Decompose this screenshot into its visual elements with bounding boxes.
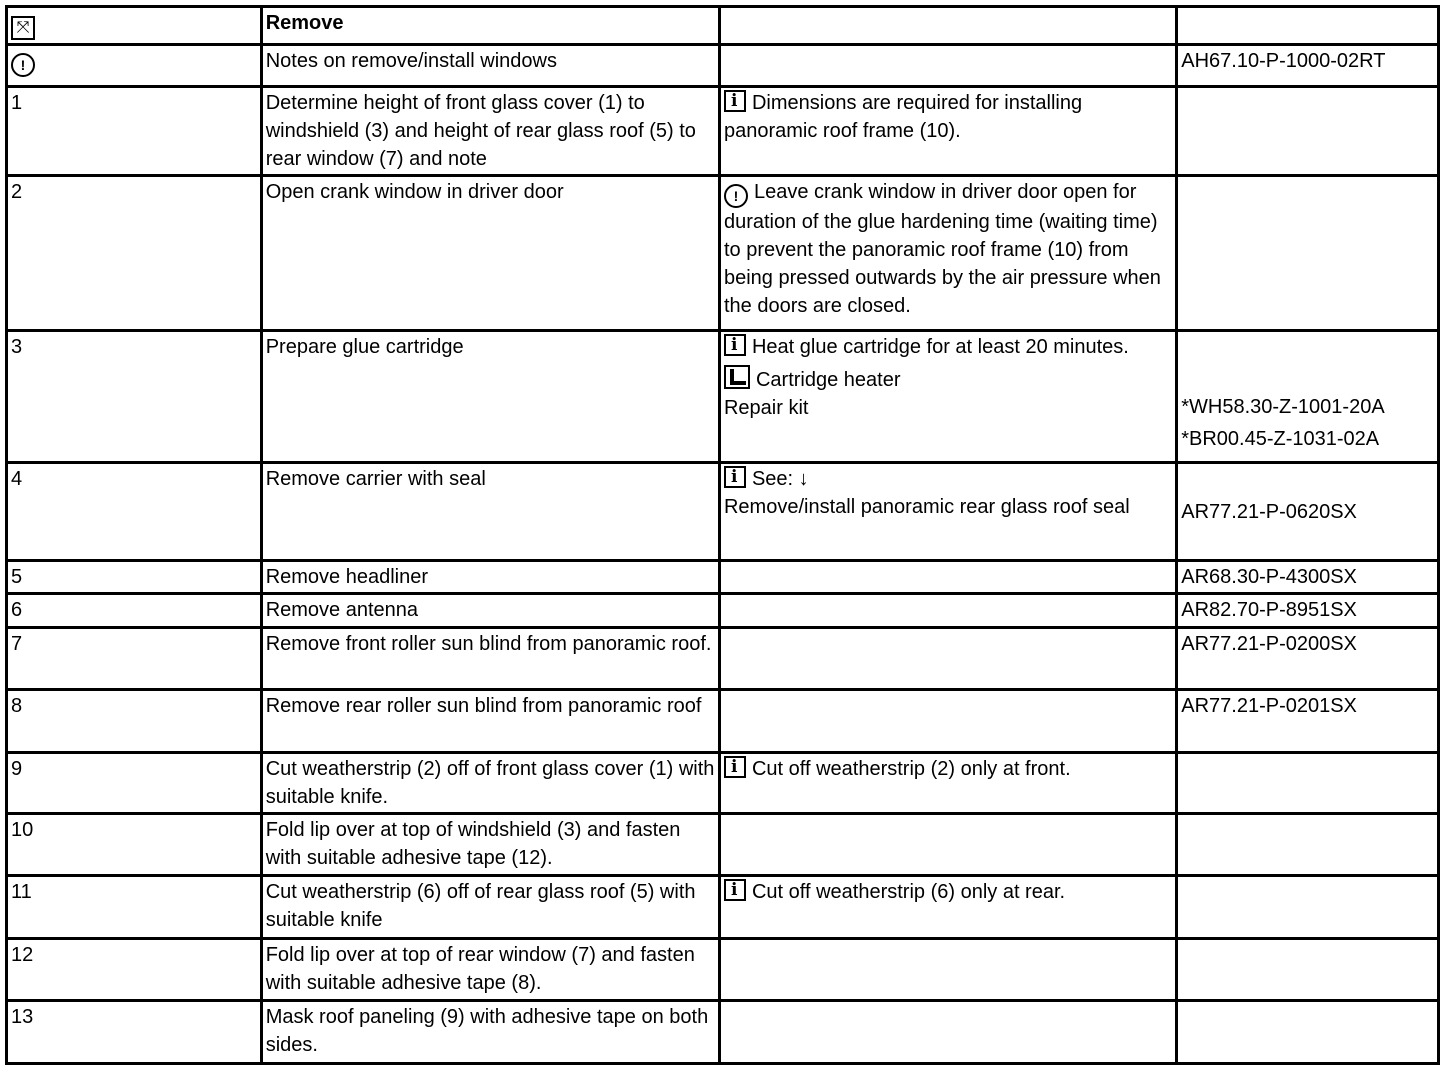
table-row	[7, 594, 1439, 628]
step-number: 12	[7, 939, 262, 1001]
notes-row	[7, 45, 1439, 87]
procedure-table-wrapper	[5, 5, 1440, 1065]
tool-icon	[724, 365, 750, 389]
step-number: 8	[7, 690, 262, 753]
step-number: 5	[7, 561, 262, 594]
step-info: Heat glue cartridge for at least 20 minutes.	[751, 336, 1129, 358]
step-action: Remove headliner	[261, 561, 719, 594]
kit-name: Repair kit	[723, 397, 809, 419]
info-icon: i	[724, 879, 746, 901]
expand-icon[interactable]: ⤧	[11, 16, 35, 40]
step-action: Remove carrier with seal	[261, 463, 719, 561]
kit-ref-link[interactable]: *BR00.45-Z-1031-02A	[1181, 428, 1380, 450]
table-row	[7, 939, 1439, 1001]
tool-line	[724, 365, 1172, 394]
warning-icon: !	[724, 184, 748, 208]
warning-icon: !	[11, 53, 35, 77]
info-icon: i	[724, 334, 746, 356]
step-number: 3	[7, 331, 262, 463]
step-action: Cut weatherstrip (2) off of front glass cover (1) with suitable knife.	[261, 753, 719, 814]
notes-text: Notes on remove/install windows	[261, 45, 719, 87]
info-icon: i	[724, 466, 746, 488]
step-number: 1	[7, 87, 262, 176]
step-action: Prepare glue cartridge	[261, 331, 719, 463]
table-row	[7, 87, 1439, 176]
step-number: 10	[7, 814, 262, 876]
ref-link[interactable]: AR82.70-P-8951SX	[1177, 594, 1439, 628]
info-icon: i	[724, 90, 746, 112]
step-info: Remove/install panoramic rear glass roof seal	[723, 496, 1130, 518]
info-icon: i	[724, 756, 746, 778]
notes-ref-link[interactable]: AH67.10-P-1000-02RT	[1177, 45, 1439, 87]
table-row	[7, 463, 1439, 561]
step-info: Leave crank window in driver door open for duration of the glue hardening time (waiting time) to prevent the panoramic roof frame (10) from being pressed outwards by the air pressure when the doors are closed.	[723, 181, 1161, 317]
ref-link[interactable]: AR68.30-P-4300SX	[1177, 561, 1439, 594]
step-number: 11	[7, 876, 262, 939]
step-number: 6	[7, 594, 262, 628]
step-action: Remove front roller sun blind from panoramic roof.	[261, 628, 719, 690]
step-info: Dimensions are required for installing panoramic roof frame (10).	[723, 92, 1083, 142]
ref-link[interactable]: AR77.21-P-0201SX	[1177, 690, 1439, 753]
step-action: Mask roof paneling (9) with adhesive tape on both sides.	[261, 1001, 719, 1064]
ref-link[interactable]: AR77.21-P-0620SX	[1181, 501, 1357, 523]
step-number: 9	[7, 753, 262, 814]
table-row	[7, 1001, 1439, 1064]
see-link[interactable]: See: ↓	[751, 468, 809, 490]
step-info: Cut off weatherstrip (6) only at rear.	[751, 881, 1066, 903]
step-action: Fold lip over at top of rear window (7) and fasten with suitable adhesive tape (8).	[261, 939, 719, 1001]
step-number: 4	[7, 463, 262, 561]
tool-ref-link[interactable]: *WH58.30-Z-1001-20A	[1181, 396, 1385, 418]
table-row	[7, 814, 1439, 876]
procedure-table	[5, 5, 1440, 1065]
step-action: Determine height of front glass cover (1) to windshield (3) and height of rear glass roof (5) to rear window (7) and note	[261, 87, 719, 176]
tool-name: Cartridge heater	[755, 369, 901, 391]
table-row	[7, 628, 1439, 690]
table-row	[7, 876, 1439, 939]
step-info: Cut off weatherstrip (2) only at front.	[751, 758, 1071, 780]
step-number: 13	[7, 1001, 262, 1064]
header-row	[7, 7, 1439, 45]
step-action: Open crank window in driver door	[261, 176, 719, 331]
step-action: Fold lip over at top of windshield (3) and fasten with suitable adhesive tape (12).	[261, 814, 719, 876]
step-number: 7	[7, 628, 262, 690]
table-row	[7, 331, 1439, 463]
step-action: Remove rear roller sun blind from panoramic roof	[261, 690, 719, 753]
step-action: Cut weatherstrip (6) off of rear glass roof (5) with suitable knife	[261, 876, 719, 939]
table-row	[7, 753, 1439, 814]
table-row	[7, 561, 1439, 594]
ref-link[interactable]: AR77.21-P-0200SX	[1177, 628, 1439, 690]
table-row	[7, 690, 1439, 753]
section-title: Remove	[261, 7, 719, 45]
step-action: Remove antenna	[261, 594, 719, 628]
step-number: 2	[7, 176, 262, 331]
table-row	[7, 176, 1439, 331]
